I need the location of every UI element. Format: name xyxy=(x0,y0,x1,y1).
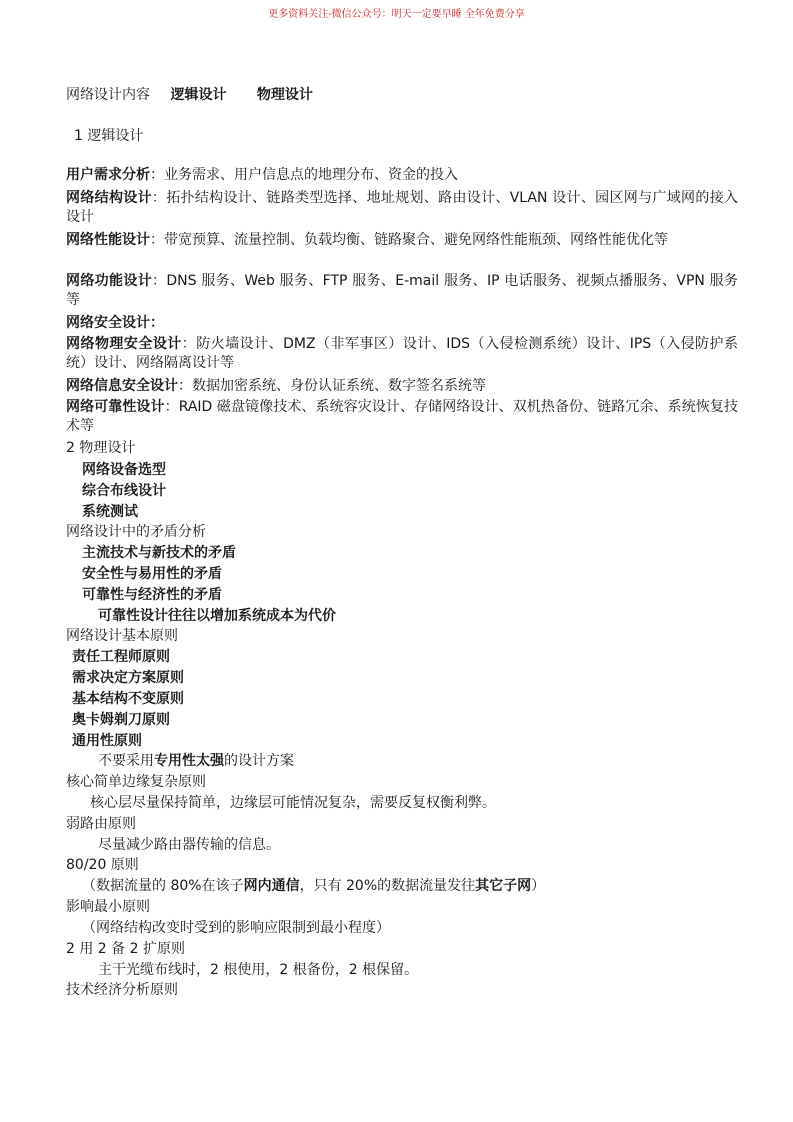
general-note-post: 的设计方案 xyxy=(224,753,294,769)
physical-design-title: 物理设计 xyxy=(256,87,313,103)
logic-item-label: 网络结构设计 xyxy=(66,190,152,206)
ratio-principle-desc xyxy=(82,877,545,895)
physical-item: 系统测试 xyxy=(82,504,138,520)
logic-item-label: 用户需求分析 xyxy=(66,167,150,183)
logic-item-0 xyxy=(66,166,738,185)
logic-item-label: 网络物理安全设计 xyxy=(66,336,182,352)
physical-item: 综合布线设计 xyxy=(82,483,166,499)
logic-item-4 xyxy=(66,314,738,333)
principle-item: 需求决定方案原则 xyxy=(72,670,184,686)
fiber-principle-title: 2 用 2 备 2 扩原则 xyxy=(66,941,185,957)
logic-item-label: 网络功能设计 xyxy=(66,273,153,289)
logic-item-text: ：业务需求、用户信息点的地理分布、资金的投入 xyxy=(150,167,458,183)
logic-item-label: 网络安全设计 xyxy=(66,315,150,331)
tech-economic-title: 技术经济分析原则 xyxy=(66,982,178,998)
ratio-post: ） xyxy=(531,878,546,894)
logic-item-7 xyxy=(66,398,738,436)
conflict-heading: 网络设计中的矛盾分析 xyxy=(66,524,206,540)
general-note-pre: 不要采用 xyxy=(98,753,154,769)
weak-routing-title: 弱路由原则 xyxy=(66,816,136,832)
logic-item-text: ： xyxy=(150,315,164,331)
logic-item-5 xyxy=(66,335,738,373)
principle-item: 奥卡姆剃刀原则 xyxy=(72,712,170,728)
general-note-bold: 专用性太强 xyxy=(154,753,224,769)
impact-principle-title: 影响最小原则 xyxy=(66,899,150,915)
section2-heading: 2 物理设计 xyxy=(66,440,136,456)
principle-item: 通用性原则 xyxy=(72,733,142,749)
conflict-note: 可靠性设计往往以增加系统成本为代价 xyxy=(98,608,336,624)
core-principle-title: 核心简单边缘复杂原则 xyxy=(66,774,206,790)
general-note xyxy=(98,752,294,770)
logic-item-3 xyxy=(66,272,738,310)
logic-item-text: ：防火墙设计、DMZ（非军事区）设计、IDS（入侵检测系统）设计、IPS（入侵防护系统）设计、网络隔离设计等 xyxy=(66,336,739,371)
ratio-bold-internal: 网内通信 xyxy=(243,878,300,894)
conflict-item: 可靠性与经济性的矛盾 xyxy=(82,587,222,603)
principle-item: 基本结构不变原则 xyxy=(72,691,184,707)
ratio-principle-title: 80/20 原则 xyxy=(66,857,139,873)
conflict-item: 主流技术与新技术的矛盾 xyxy=(82,545,236,561)
physical-item: 网络设备选型 xyxy=(82,462,166,478)
logic-item-label: 网络可靠性设计 xyxy=(66,399,165,415)
logic-item-text: ：拓扑结构设计、链路类型选择、地址规划、路由设计、VLAN 设计、园区网与广域网的接入设计 xyxy=(66,190,739,225)
fiber-principle-desc: 主干光缆布线时，2 根使用，2 根备份，2 根保留。 xyxy=(98,962,419,978)
ratio-mid: ，只有 20%的数据流量发往 xyxy=(299,878,476,894)
content-title-line xyxy=(66,86,313,104)
principles-heading: 网络设计基本原则 xyxy=(66,628,178,644)
impact-principle-desc: （网络结构改变时受到的影响应限制到最小程度） xyxy=(82,920,390,936)
ratio-pre: （数据流量的 80%在该子 xyxy=(82,878,244,894)
conflict-item: 安全性与易用性的矛盾 xyxy=(82,566,222,582)
logic-item-1 xyxy=(66,189,738,227)
section1-heading: 1 逻辑设计 xyxy=(74,128,144,144)
logic-item-label: 网络性能设计 xyxy=(66,232,150,248)
logic-item-text: ：带宽预算、流量控制、负载均衡、链路聚合、避免网络性能瓶颈、网络性能优化等 xyxy=(150,232,668,248)
content-title-label: 网络设计内容 xyxy=(66,87,150,103)
logic-item-6 xyxy=(66,377,738,396)
logic-item-text: ：数据加密系统、身份认证系统、数字签名系统等 xyxy=(178,378,486,394)
logic-item-2 xyxy=(66,231,738,250)
page-header-banner: 更多资料关注-微信公众号：明天一定要早睡 全年免费分享 xyxy=(268,9,525,20)
ratio-bold-other: 其它子网 xyxy=(475,878,532,894)
logic-item-label: 网络信息安全设计 xyxy=(66,378,178,394)
logic-design-title: 逻辑设计 xyxy=(170,87,227,103)
weak-routing-desc: 尽量减少路由器传输的信息。 xyxy=(98,837,280,853)
core-principle-desc: 核心层尽量保持简单，边缘层可能情况复杂，需要反复权衡利弊。 xyxy=(90,795,496,811)
principle-item: 责任工程师原则 xyxy=(72,649,170,665)
logic-item-text: ：DNS 服务、Web 服务、FTP 服务、E-mail 服务、IP 电话服务、视频点播服务、VPN 服务等 xyxy=(66,273,739,308)
logic-item-text: ：RAID 磁盘镜像技术、系统容灾设计、存储网络设计、双机热备份、链路冗余、系统恢复技术等 xyxy=(66,399,738,434)
